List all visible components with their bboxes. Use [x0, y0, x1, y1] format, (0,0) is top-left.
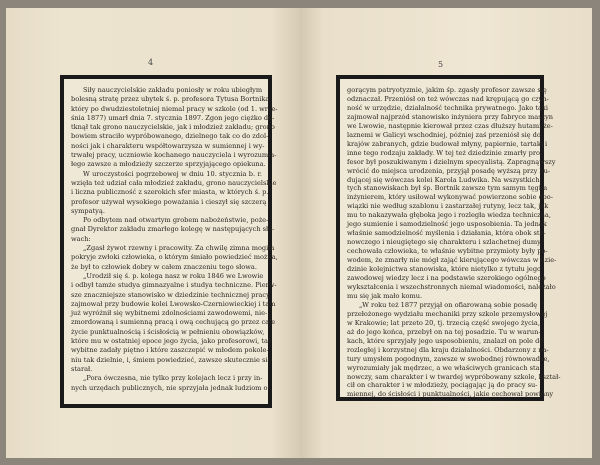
paragraph — [71, 216, 275, 244]
text-line: wybitne zadały piętno i które zaszczepić w młodem pokole- — [71, 346, 269, 355]
text-line: miennej, do ścisłości i punktualności, jakie cechował powinny — [347, 390, 554, 399]
text-line: łego zawsze a młodzieży szczerze sprzyjającego opiekuna. — [71, 160, 266, 169]
text-line: i liczna publiczność z szerokich sfer miasta, w których ś. p. — [71, 188, 269, 197]
page-number: 5 — [438, 60, 444, 69]
text-line: bolesną stratę przez ubytek ś. p. profesora Tytusa Bortnika, — [71, 95, 272, 104]
paragraph — [347, 300, 561, 399]
text-line: nych urzędach publicznych, nie sprzyjała jednak ludziom o — [71, 383, 268, 392]
text-line: bowiem straciło wypróbowanego, dzielnego tak co do zdol- — [71, 132, 269, 141]
text-line: które mu w ostatniej epoce jego życia, jako profesorowi, tak — [71, 337, 272, 346]
text-line: „Urodził się ś. p. kolega nasz w roku 1846 we Lwowie — [83, 271, 264, 280]
text-line: odznaczał. Przeniósł on też wówczas nad krępującą go czyn- — [347, 94, 549, 103]
paragraph — [347, 86, 557, 301]
text-frame — [336, 75, 561, 401]
text-line: w Krakowie; lat przeto 20, tj. trzecią część swojego życia, — [347, 318, 540, 327]
text-line: wykształcenia i wszechstronnych niemal wiadomości, należało — [347, 282, 556, 291]
right-page — [300, 8, 592, 458]
paragraph — [71, 86, 278, 170]
left-page — [6, 8, 300, 458]
text-line: nowczy, sam charakter i w twardej wypróbowany szkole, kształ- — [347, 372, 561, 381]
text-line: i odbył tamże studya gimnazyalne i studya techniczne. Pierw- — [71, 281, 277, 290]
text-line: mu to nakazywała głęboka jego i rozległa wiedza techniczna, — [347, 211, 551, 220]
text-line: Siły nauczycielskie zakładu poniosły w roku ubiegłym — [83, 86, 263, 94]
page-number: 4 — [148, 58, 154, 67]
text-line: wach: — [71, 234, 91, 243]
text-line: ność w urzędzie, działalność technika prywatnego. Jako taki — [347, 103, 549, 112]
text-frame — [60, 75, 278, 408]
text-line: inne tego rodzaju zakłady. W tej też dziedzinie zmarły pro- — [347, 148, 543, 157]
text-line: śnia 1877) umarł dnia 7. stycznia 1897. Zgon jego ciężko do- — [71, 113, 275, 122]
text-line: wrócić do miejsca urodzenia, przyjął posadę wyższą przy bu- — [347, 166, 551, 175]
text-line: ności jak i charakteru współtowarzysza w sumiennej i wy- — [71, 141, 265, 150]
text-line: zajmował najprzód stanowisko inżyniera przy fabryce maszyn — [347, 112, 554, 121]
paragraph — [71, 169, 277, 216]
text-line: tknął tak grono nauczycielskie, jak i młodzież zakładu; grono — [71, 123, 275, 132]
text-line: kach, które sprzyjały jego usposobieniu, znalazł on pole do — [347, 336, 544, 345]
text-line: dującej się wówczas kolei Karola Ludwika. Na wszystkich — [347, 175, 540, 184]
text-line: już wyróżnił się wybitnemi zdolnościami zawodowemi, nie- — [71, 309, 268, 318]
text-line: Po odbytem nad otwartym grobem nabożeństwie, poże- — [83, 216, 269, 225]
text-line: starał. — [71, 364, 93, 373]
text-line: „Zgasł żywot rzewny i pracowity. Za chwilę zimna mogiła — [83, 244, 275, 253]
text-line: gorącym patryotyzmie, jakim śp. zgasły profesor zawsze się — [347, 86, 547, 94]
text-line: wiązki nie według szablonu i zastarzałej rutyny, lecz tak, jak — [347, 202, 549, 211]
text-line: tury umysłem pogodnym, zawsze w swobodnej równowadze, — [347, 354, 550, 363]
text-line: we Lwowie, następnie kierował przez czas dłuższy hutami że- — [347, 121, 553, 130]
text-line: laznemi w Galicyi wschodniej, później zaś przeniósł się do — [347, 130, 541, 139]
text-line: przełożonego wydziału mechaniki przy szkole przemysłowej — [347, 309, 548, 318]
text-line: krajów zabranych, gdzie budował młyny, papiernie, tartaki i — [347, 139, 548, 148]
text-line: życie punktualnością i ścisłością w pełnieniu obowiązków, — [71, 327, 265, 336]
text-line: wzięła też udział cała młodzież zakładu, grono nauczycielskie — [71, 178, 277, 187]
text-line: pokryje zwłoki człowieka, o którym śmiało powiedzieć można, — [71, 253, 278, 262]
text-line: jego sumienie i samodzielność jego usposobienia. Ta jednak — [347, 220, 547, 229]
text-line: zajmował przy budowie kolei Lwowsko-Czerniowieckiej i tam — [71, 299, 276, 308]
text-line: cił on charakter i w młodzieży, pociągając ją do pracy su- — [347, 381, 538, 390]
text-line: cechowała człowieka, te właśnie wybitne przymioty były po- — [347, 247, 548, 256]
text-line: trwałej pracy, uczniowie kochanego nauczyciela i wyrozumia- — [71, 151, 277, 160]
text-line: inżynierem, który usiłował wykonywać powierzone sobie obo- — [347, 193, 553, 202]
text-line: dzinie kolejnictwa stanowiska, które nietylko z tytułu jego — [347, 265, 542, 274]
text-line: zmordowaną i sumienną pracą i ową cechującą go przez całe — [71, 318, 276, 327]
text-line: mu się jak mało komu. — [347, 291, 423, 300]
text-line: wyrozumiały jak mędrzec, a we właściwych granicach sta- — [347, 363, 542, 372]
text-line: „Pora ówczesna, nie tylko przy kolejach lecz i przy in- — [83, 374, 263, 383]
paragraph — [71, 374, 268, 393]
text-line: zawodowej wiedzy lecz i na podstawie szerokiego ogólnego — [347, 274, 546, 283]
text-line: W uroczystości pogrzebowej w dniu 10. stycznia b. r. — [83, 169, 262, 178]
text-line: fesor był poszukiwanym i dzielnym specyalistą. Zapragnąwszy — [347, 157, 556, 166]
text-line: rozległej i korzystnej dla kraju działalności. Obdarzony z na- — [347, 345, 549, 354]
text-line: że był to człowiek dobry w całem znaczeniu tego słowa. — [71, 262, 257, 271]
text-line: „W roku też 1877 przyjął on ofiarowaną sobie posadę — [359, 300, 538, 309]
text-line: aż do jego końca, przebył on na tej posadzie. Tu w warun- — [347, 327, 541, 336]
text-line: nowczego i nieugiętego się charakteru i szlachetnej dumy — [347, 238, 541, 247]
text-line: niu tak dzielnie, i, śmiem powiedzieć, zawsze skutecznie się — [71, 355, 272, 364]
text-line: właśnie samodzielność myślenia i działania, która obok sta- — [347, 229, 546, 238]
text-line: profesor używał wysokiego poważania i cieszył się szczerą — [71, 197, 267, 206]
paragraph — [71, 244, 278, 272]
text-line: sze znaczniejsze stanowisko w dziedzinie technicznej pracy — [71, 290, 270, 299]
paragraph — [71, 271, 277, 374]
text-line: wodem, że zmarły nie mógł zająć kierującego wówczas w dzie- — [347, 256, 557, 265]
text-line: tych stanowiskach był śp. Bortnik zawsze tym samym tęgim — [347, 184, 548, 193]
text-line: sympatyą. — [71, 206, 105, 215]
text-line: gnał Dyrektor zakładu zmarłego kolegę w następujących sło- — [71, 225, 275, 234]
text-line: który po dwudziestoletniej niemal pracy w szkole (od 1. wrze- — [71, 104, 278, 113]
